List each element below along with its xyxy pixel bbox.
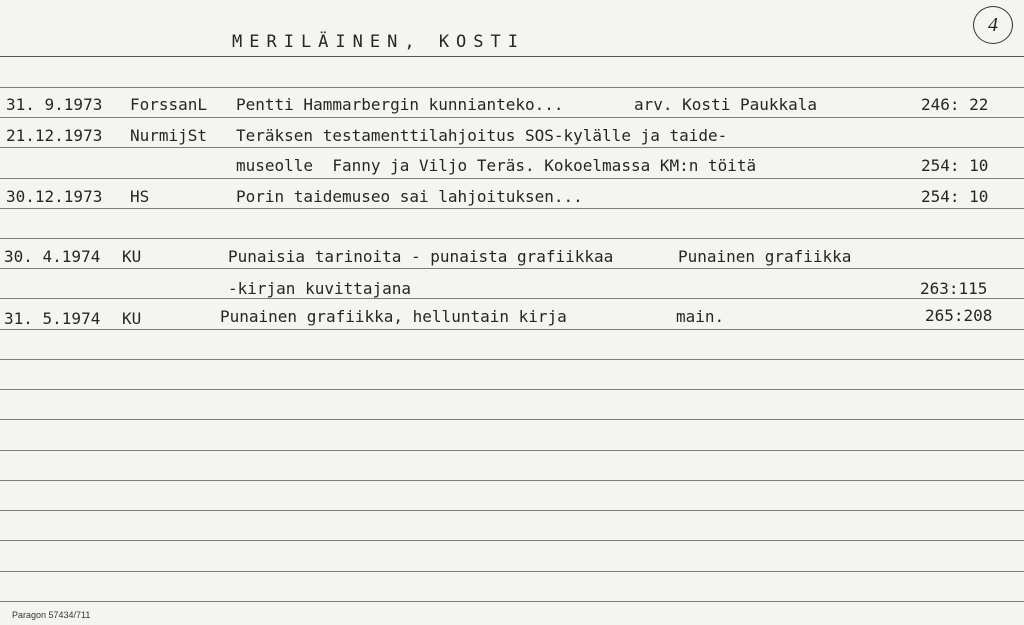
ruled-line [0,359,1024,360]
ruled-line [0,510,1024,511]
ruled-line [0,178,1024,179]
entry-ref: 263:115 [920,279,988,298]
ruled-line [0,238,1024,239]
entry-title: Punainen grafiikka, helluntain kirja [220,307,567,326]
ruled-line [0,329,1024,330]
ruled-line [0,208,1024,209]
entry-source: KU [122,247,142,266]
entry-source: NurmijSt [130,126,208,145]
ruled-line [0,389,1024,390]
entry-ref: 265:208 [925,306,993,325]
entry-source: KU [122,309,142,328]
entry-source: ForssanL [130,95,208,114]
entry-ref: 254: 10 [921,156,989,175]
entry-date: 31. 9.1973 [6,95,103,114]
ruled-line [0,87,1024,88]
entry-source: HS [130,187,150,206]
entry-note: arv. Kosti Paukkala [634,95,818,114]
entry-ref: 254: 10 [921,187,989,206]
entry-date: 21.12.1973 [6,126,103,145]
entry-title-continued: -kirjan kuvittajana [228,279,412,298]
ruled-line [0,419,1024,420]
ruled-line [0,298,1024,299]
ruled-line [0,571,1024,572]
header-rule [0,56,1024,57]
entry-date: 30. 4.1974 [4,247,101,266]
entry-ref: 246: 22 [921,95,989,114]
entry-title: Pentti Hammarbergin kunnianteko... [236,95,564,114]
entry-title: Porin taidemuseo sai lahjoituksen... [236,187,583,206]
ruled-line [0,480,1024,481]
entry-date: 31. 5.1974 [4,309,101,328]
entry-title: Punaisia tarinoita - punaista grafiikkaa [228,247,614,266]
ruled-line [0,601,1024,602]
ruled-line [0,268,1024,269]
ruled-line [0,147,1024,148]
card-number-badge: 4 [973,6,1013,44]
printer-imprint: Paragon 57434/711 [12,610,91,620]
ruled-line [0,450,1024,451]
entry-note: Punainen grafiikka [678,247,852,266]
ruled-line [0,540,1024,541]
entry-title: Teräksen testamenttilahjoitus SOS-kylälle ja taide- [236,126,728,145]
card-heading: MERILÄINEN, KOSTI [232,32,525,52]
entry-date: 30.12.1973 [6,187,103,206]
ruled-line [0,117,1024,118]
entry-title-continued: museolle Fanny ja Viljo Teräs. Kokoelmassa KM:n töitä [236,156,757,175]
entry-note: main. [676,307,725,326]
